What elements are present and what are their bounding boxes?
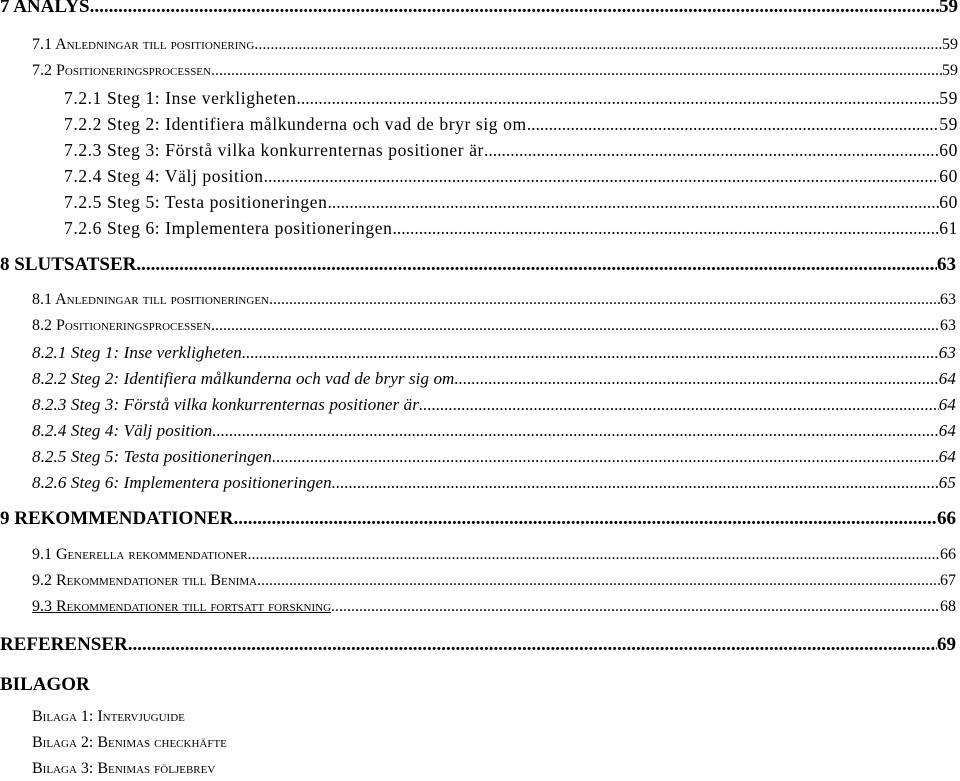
toc-entry-page: 59 [939, 114, 958, 134]
toc-entry-8-2-5[interactable] [32, 447, 956, 473]
toc-leader-dots [272, 447, 939, 467]
toc-entry-8-2-2[interactable] [32, 369, 956, 395]
toc-entry-page: 60 [939, 166, 958, 186]
toc-entry-7-2-3[interactable] [64, 140, 958, 166]
toc-leader-dots [331, 598, 940, 616]
toc-entry-7-2[interactable] [32, 62, 958, 88]
toc-entry-9-2[interactable] [32, 572, 956, 598]
toc-entry-chapter-7[interactable] [0, 0, 958, 22]
toc-leader-dots [484, 140, 939, 161]
toc-entry-page: 59 [939, 88, 958, 108]
toc-entry-page: 64 [938, 447, 956, 466]
toc-entry-title: 7.2.5 Steg 5: Testa positioneringen [64, 192, 328, 212]
appendix-1[interactable]: Bilaga 1: Intervjuguide [32, 708, 185, 725]
toc-entry-title: 7.2.1 Steg 1: Inse verkligheten [64, 88, 297, 108]
toc-entry-7-2-2[interactable] [64, 114, 958, 140]
toc-entry-title: REFERENSER [0, 634, 128, 655]
toc-entry-page: 66 [940, 546, 956, 563]
toc-entry-page: 65 [938, 473, 956, 492]
toc-leader-dots [332, 473, 939, 493]
toc-entry-references[interactable] [0, 634, 956, 660]
toc-entry-page: 64 [938, 421, 956, 440]
toc-entry-title: 9.1 Generella rekommendationer [32, 546, 248, 563]
toc-entry-8-2-1[interactable] [32, 343, 956, 369]
toc-entry-title: 7.2.6 Steg 6: Implementera positioneringen [64, 218, 393, 238]
toc-entry-title: 7.1 Anledningar till positionering [32, 36, 255, 53]
toc-leader-dots [269, 291, 940, 309]
toc-entry-page: 63 [940, 317, 956, 334]
toc-entry-8-2-3[interactable] [32, 395, 956, 421]
toc-entry-7-2-5[interactable] [64, 192, 958, 218]
toc-entry-title: 7.2 Positioneringsprocessen [32, 62, 211, 79]
toc-entry-page: 59 [942, 62, 958, 79]
toc-leader-dots [296, 88, 939, 109]
toc-leader-dots [136, 254, 937, 276]
toc-leader-dots [454, 369, 938, 389]
toc-leader-dots [211, 62, 942, 80]
toc-entry-8-2-4[interactable] [32, 421, 956, 447]
toc-entry-chapter-9[interactable] [0, 508, 956, 534]
toc-entry-title: 7.2.4 Steg 4: Välj position [64, 166, 264, 186]
toc-entry-8-2[interactable] [32, 317, 956, 343]
toc-entry-title: 8.2.5 Steg 5: Testa positioneringen [32, 447, 272, 466]
toc-entry-title: BILAGOR [0, 674, 90, 695]
toc-entry-title: 8.1 Anledningar till positioneringen [32, 291, 269, 308]
toc-leader-dots [392, 218, 939, 239]
toc-leader-dots [242, 343, 939, 363]
toc-entry-page: 61 [939, 218, 958, 238]
toc-entry-7-1[interactable] [32, 36, 958, 62]
toc-entry-9-3[interactable] [32, 598, 956, 624]
toc-leader-dots [90, 0, 939, 18]
appendix-3[interactable]: Bilaga 3: Benimas följebrev [32, 760, 216, 777]
toc-entry-8-1[interactable] [32, 291, 956, 317]
toc-entry-page: 66 [937, 508, 956, 529]
toc-entry-page: 63 [937, 254, 956, 275]
toc-entry-title: 9.2 Rekommendationer till Benima [32, 572, 258, 589]
toc-entry-title: 8.2.6 Steg 6: Implementera positioneringen [32, 473, 332, 492]
toc-entry-page: 69 [937, 634, 956, 655]
toc-entry-title: 9.3 Rekommendationer till fortsatt forskning [32, 598, 332, 615]
toc-entry-7-2-4[interactable] [64, 166, 958, 192]
toc-leader-dots [233, 508, 937, 530]
toc-entry-title: 8 SLUTSATSER [0, 254, 137, 275]
toc-entry-page: 59 [942, 36, 958, 53]
toc-entry-8-2-6[interactable] [32, 473, 956, 499]
toc-entry-title: 9 REKOMMENDATIONER [0, 508, 234, 529]
toc-leader-dots [327, 192, 939, 213]
toc-entry-title: 8.2 Positioneringsprocessen [32, 317, 211, 334]
toc-entry-page: 67 [940, 572, 956, 589]
toc-entry-page: 59 [939, 0, 958, 17]
toc-entry-page: 63 [938, 343, 956, 362]
toc-entry-appendices[interactable] [0, 674, 200, 700]
toc-entry-page: 64 [938, 395, 956, 414]
toc-entry-title: 8.2.4 Steg 4: Välj position [32, 421, 213, 440]
toc-entry-title: 7.2.3 Steg 3: Förstå vilka konkurrenternas positioner är [64, 140, 484, 160]
toc-leader-dots [254, 36, 942, 54]
toc-leader-dots [211, 317, 940, 335]
toc-entry-page: 63 [940, 291, 956, 308]
toc-entry-page: 60 [939, 140, 958, 160]
toc-entry-chapter-8[interactable] [0, 254, 956, 280]
toc-entry-title: 8.2.1 Steg 1: Inse verkligheten [32, 343, 242, 362]
toc-entry-page: 60 [939, 192, 958, 212]
toc-entry-7-2-6[interactable] [64, 218, 958, 244]
toc-leader-dots [248, 546, 940, 564]
toc-leader-dots [419, 395, 939, 415]
toc-entry-page: 68 [940, 598, 956, 615]
appendix-2[interactable]: Bilaga 2: Benimas checkhäfte [32, 734, 227, 751]
toc-entry-title: 8.2.2 Steg 2: Identifiera målkunderna och vad de bryr sig om [32, 369, 455, 388]
toc-leader-dots [128, 634, 937, 656]
toc-leader-dots [212, 421, 939, 441]
toc-leader-dots [257, 572, 940, 590]
toc-entry-title: 7 ANALYS [0, 0, 90, 17]
toc-entry-9-1[interactable] [32, 546, 956, 572]
toc-entry-7-2-1[interactable] [64, 88, 958, 114]
toc-leader-dots [264, 166, 940, 187]
toc-entry-title: 7.2.2 Steg 2: Identifiera målkunderna och vad de bryr sig om [64, 114, 527, 134]
toc-leader-dots [527, 114, 940, 135]
toc-entry-page: 64 [938, 369, 956, 388]
toc-entry-title: 8.2.3 Steg 3: Förstå vilka konkurrenternas positioner är [32, 395, 419, 414]
